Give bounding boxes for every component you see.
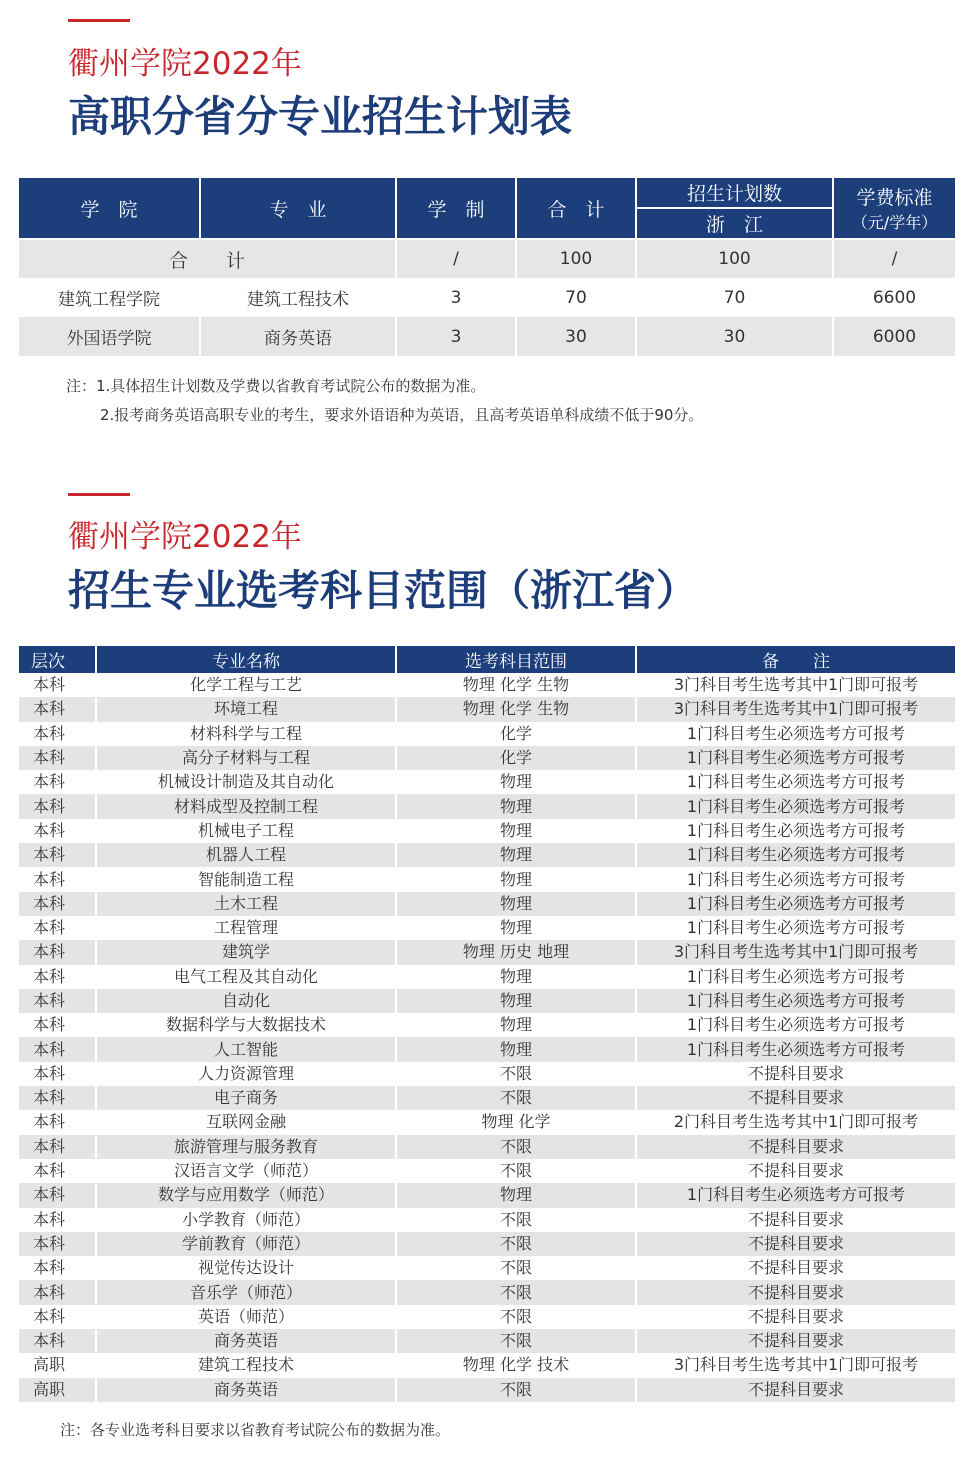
cell-major-name: 化学工程与工艺: [96, 673, 396, 697]
cell-major-name: 电气工程及其自动化: [96, 965, 396, 989]
table-row: [18, 892, 956, 916]
table-row: [18, 1086, 956, 1110]
cell-remark: 1门科目考生必须选考方可报考: [636, 916, 956, 940]
cell-major-name: 土木工程: [96, 892, 396, 916]
cell-subjects: 物理: [396, 770, 636, 794]
table-row: [18, 697, 956, 721]
cell-total: 30: [516, 317, 636, 356]
section1-accent-rule: [68, 19, 130, 22]
table-row: [18, 1353, 956, 1377]
cell-major-name: 英语（师范）: [96, 1305, 396, 1329]
cell-major-name: 建筑学: [96, 940, 396, 964]
cell-major-name: 人力资源管理: [96, 1062, 396, 1086]
header-level: 层次: [18, 646, 96, 673]
cell-level: 本科: [18, 843, 96, 867]
cell-level: 本科: [18, 1013, 96, 1037]
cell-subjects: 物理 化学: [396, 1110, 636, 1134]
cell-subjects: 物理: [396, 1013, 636, 1037]
cell-level: 本科: [18, 1208, 96, 1232]
cell-remark: 1门科目考生必须选考方可报考: [636, 770, 956, 794]
cell-major-name: 机器人工程: [96, 843, 396, 867]
cell-major-name: 机械电子工程: [96, 819, 396, 843]
cell-level: 本科: [18, 1232, 96, 1256]
table-row: [18, 940, 956, 964]
section1-subtitle: 衢州学院2022年: [68, 46, 302, 82]
section2-accent-rule: [68, 493, 130, 496]
cell-subjects: 不限: [396, 1232, 636, 1256]
table-row: [18, 1183, 956, 1207]
cell-subjects: 物理: [396, 1037, 636, 1061]
cell-major-name: 数学与应用数学（师范）: [96, 1183, 396, 1207]
cell-level: 本科: [18, 1256, 96, 1280]
cell-level: 本科: [18, 940, 96, 964]
header-major-name: 专业名称: [96, 646, 396, 673]
cell-remark: 1门科目考生必须选考方可报考: [636, 794, 956, 818]
cell-subjects: 不限: [396, 1329, 636, 1353]
cell-major-name: 机械设计制造及其自动化: [96, 770, 396, 794]
cell-subjects: 物理: [396, 916, 636, 940]
cell-subjects: 不限: [396, 1256, 636, 1280]
note-2: 2.报考商务英语高职专业的考生，要求外语语种为英语，且高考英语单科成绩不低于90分。: [100, 406, 704, 424]
header-college: 学 院: [18, 177, 200, 239]
cell-remark: 不提科目要求: [636, 1256, 956, 1280]
cell-major-name: 旅游管理与服务教育: [96, 1135, 396, 1159]
cell-level: 本科: [18, 697, 96, 721]
cell-major-name: 音乐学（师范）: [96, 1280, 396, 1304]
table-row: [18, 867, 956, 891]
table-row: [18, 1280, 956, 1304]
cell-level: 高职: [18, 1378, 96, 1402]
cell-level: 本科: [18, 916, 96, 940]
cell-remark: 3门科目考生选考其中1门即可报考: [636, 673, 956, 697]
cell-level: 本科: [18, 819, 96, 843]
cell-major-name: 商务英语: [96, 1329, 396, 1353]
cell-remark: 1门科目考生必须选考方可报考: [636, 746, 956, 770]
cell-level: 本科: [18, 1135, 96, 1159]
cell-major-name: 电子商务: [96, 1086, 396, 1110]
cell-subjects: 不限: [396, 1305, 636, 1329]
section1-notes: [66, 372, 703, 430]
cell-subjects: 化学: [396, 746, 636, 770]
cell-major-name: 材料科学与工程: [96, 722, 396, 746]
cell-subjects: 物理 化学 技术: [396, 1353, 636, 1377]
cell-duration: 3: [396, 317, 516, 356]
cell-zhejiang: 30: [636, 317, 833, 356]
cell-remark: 1门科目考生必须选考方可报考: [636, 1037, 956, 1061]
cell-remark: 3门科目考生选考其中1门即可报考: [636, 1353, 956, 1377]
header-plan: 招生计划数: [636, 177, 833, 208]
header-duration: 学 制: [396, 177, 516, 239]
cell-remark: 不提科目要求: [636, 1208, 956, 1232]
cell-remark: 不提科目要求: [636, 1062, 956, 1086]
cell-level: 本科: [18, 1062, 96, 1086]
cell-level: 本科: [18, 965, 96, 989]
cell-subjects: 不限: [396, 1280, 636, 1304]
table-row: [18, 843, 956, 867]
cell-remark: 不提科目要求: [636, 1280, 956, 1304]
cell-total: 70: [516, 278, 636, 317]
cell-major-name: 汉语言文学（师范）: [96, 1159, 396, 1183]
section2-title: 招生专业选考科目范围（浙江省）: [68, 566, 699, 615]
cell-subjects: 不限: [396, 1378, 636, 1402]
cell-subjects: 物理 化学 生物: [396, 673, 636, 697]
cell-level: 本科: [18, 892, 96, 916]
table-row: [18, 989, 956, 1013]
cell-subjects: 化学: [396, 722, 636, 746]
table-row: [18, 819, 956, 843]
cell-remark: 不提科目要求: [636, 1135, 956, 1159]
cell-remark: 1门科目考生必须选考方可报考: [636, 892, 956, 916]
total-label: 合 计: [18, 239, 396, 278]
header-total: 合 计: [516, 177, 636, 239]
cell-remark: 1门科目考生必须选考方可报考: [636, 1013, 956, 1037]
total-fee: /: [833, 239, 956, 278]
cell-zhejiang: 70: [636, 278, 833, 317]
section2-note: 注：各专业选考科目要求以省教育考试院公布的数据为准。: [60, 1421, 451, 1439]
cell-remark: 2门科目考生选考其中1门即可报考: [636, 1110, 956, 1134]
cell-major-name: 工程管理: [96, 916, 396, 940]
total-duration: /: [396, 239, 516, 278]
cell-major: 建筑工程技术: [200, 278, 396, 317]
header-remark: 备 注: [636, 646, 956, 673]
table-row: [18, 1013, 956, 1037]
table-row: [18, 1305, 956, 1329]
cell-subjects: 不限: [396, 1062, 636, 1086]
cell-level: 本科: [18, 746, 96, 770]
cell-major-name: 自动化: [96, 989, 396, 1013]
cell-level: 本科: [18, 1037, 96, 1061]
cell-remark: 1门科目考生必须选考方可报考: [636, 819, 956, 843]
cell-subjects: 不限: [396, 1159, 636, 1183]
cell-major-name: 人工智能: [96, 1037, 396, 1061]
enrollment-plan-table: [17, 176, 957, 356]
cell-remark: 不提科目要求: [636, 1232, 956, 1256]
cell-level: 本科: [18, 722, 96, 746]
header-fee-line2: （元/学年）: [851, 213, 938, 232]
elective-subjects-table: [17, 646, 957, 1402]
table-row: [18, 1232, 956, 1256]
table-row-total: [18, 239, 956, 278]
header-major: 专 业: [200, 177, 396, 239]
note-1: 注：1.具体招生计划数及学费以省教育考试院公布的数据为准。: [66, 377, 486, 395]
cell-level: 本科: [18, 1086, 96, 1110]
table-row: [18, 965, 956, 989]
cell-major-name: 高分子材料与工程: [96, 746, 396, 770]
cell-subjects: 物理: [396, 867, 636, 891]
table-row: [18, 673, 956, 697]
cell-major-name: 智能制造工程: [96, 867, 396, 891]
cell-major: 商务英语: [200, 317, 396, 356]
cell-subjects: 物理: [396, 843, 636, 867]
cell-remark: 1门科目考生必须选考方可报考: [636, 722, 956, 746]
table-row: [18, 746, 956, 770]
total-count: 100: [516, 239, 636, 278]
cell-fee: 6000: [833, 317, 956, 356]
cell-level: 本科: [18, 1183, 96, 1207]
cell-remark: 1门科目考生必须选考方可报考: [636, 1183, 956, 1207]
cell-college: 建筑工程学院: [18, 278, 200, 317]
header-province: 浙 江: [636, 208, 833, 239]
cell-level: 本科: [18, 867, 96, 891]
table-row: [18, 1062, 956, 1086]
cell-major-name: 小学教育（师范）: [96, 1208, 396, 1232]
cell-major-name: 学前教育（师范）: [96, 1232, 396, 1256]
cell-level: 本科: [18, 1305, 96, 1329]
cell-subjects: 物理: [396, 1183, 636, 1207]
table-row: [18, 770, 956, 794]
cell-remark: 3门科目考生选考其中1门即可报考: [636, 940, 956, 964]
cell-subjects: 物理 历史 地理: [396, 940, 636, 964]
cell-subjects: 物理: [396, 965, 636, 989]
cell-remark: 不提科目要求: [636, 1378, 956, 1402]
header-fee: [833, 177, 956, 239]
total-zhejiang: 100: [636, 239, 833, 278]
cell-remark: 不提科目要求: [636, 1159, 956, 1183]
cell-subjects: 物理: [396, 819, 636, 843]
cell-level: 本科: [18, 770, 96, 794]
section1-title: 高职分省分专业招生计划表: [68, 92, 573, 141]
cell-subjects: 不限: [396, 1135, 636, 1159]
table-row: [18, 1037, 956, 1061]
cell-level: 本科: [18, 1159, 96, 1183]
cell-remark: 不提科目要求: [636, 1305, 956, 1329]
table-row: [18, 916, 956, 940]
cell-fee: 6600: [833, 278, 956, 317]
cell-level: 本科: [18, 794, 96, 818]
section2-subtitle: 衢州学院2022年: [68, 519, 302, 555]
cell-subjects: 不限: [396, 1086, 636, 1110]
cell-college: 外国语学院: [18, 317, 200, 356]
cell-remark: 1门科目考生必须选考方可报考: [636, 989, 956, 1013]
header-fee-line1: 学费标准: [856, 187, 933, 209]
table-row: [18, 317, 956, 356]
cell-remark: 1门科目考生必须选考方可报考: [636, 965, 956, 989]
cell-subjects: 物理: [396, 892, 636, 916]
header-subjects: 选考科目范围: [396, 646, 636, 673]
table-row: [18, 278, 956, 317]
cell-level: 本科: [18, 1110, 96, 1134]
table-row: [18, 1329, 956, 1353]
cell-remark: 3门科目考生选考其中1门即可报考: [636, 697, 956, 721]
cell-major-name: 建筑工程技术: [96, 1353, 396, 1377]
cell-remark: 1门科目考生必须选考方可报考: [636, 843, 956, 867]
table-row: [18, 1256, 956, 1280]
cell-major-name: 环境工程: [96, 697, 396, 721]
cell-subjects: 物理 化学 生物: [396, 697, 636, 721]
cell-major-name: 材料成型及控制工程: [96, 794, 396, 818]
cell-remark: 1门科目考生必须选考方可报考: [636, 867, 956, 891]
table-row: [18, 1208, 956, 1232]
cell-subjects: 物理: [396, 794, 636, 818]
cell-level: 本科: [18, 1280, 96, 1304]
cell-level: 本科: [18, 1329, 96, 1353]
table-row: [18, 1378, 956, 1402]
table-row: [18, 794, 956, 818]
cell-major-name: 互联网金融: [96, 1110, 396, 1134]
cell-remark: 不提科目要求: [636, 1086, 956, 1110]
cell-subjects: 不限: [396, 1208, 636, 1232]
cell-level: 本科: [18, 673, 96, 697]
cell-major-name: 视觉传达设计: [96, 1256, 396, 1280]
cell-remark: 不提科目要求: [636, 1329, 956, 1353]
table-row: [18, 1135, 956, 1159]
table-row: [18, 1110, 956, 1134]
elective-subjects-body: [18, 673, 956, 1402]
cell-duration: 3: [396, 278, 516, 317]
table-row: [18, 722, 956, 746]
table-row: [18, 1159, 956, 1183]
cell-level: 高职: [18, 1353, 96, 1377]
cell-major-name: 数据科学与大数据技术: [96, 1013, 396, 1037]
cell-major-name: 商务英语: [96, 1378, 396, 1402]
cell-level: 本科: [18, 989, 96, 1013]
cell-subjects: 物理: [396, 989, 636, 1013]
